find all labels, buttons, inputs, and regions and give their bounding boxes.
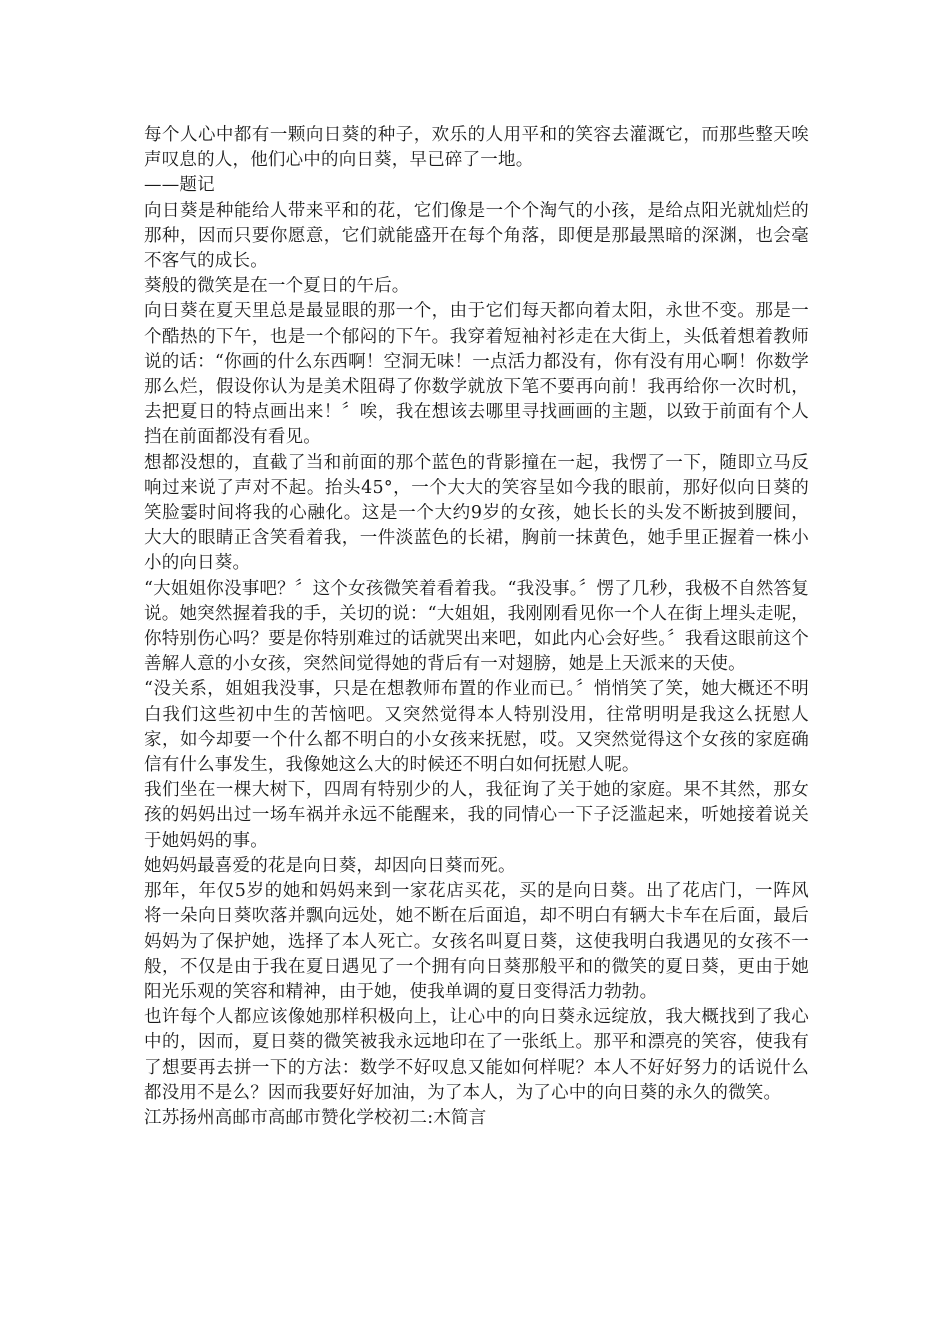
epigraph-attribution: ——题记 [144, 175, 215, 196]
body-paragraph: 想都没想的，直截了当和前面的那个蓝色的背影撞在一起，我愣了一下，随即立马反响过来说了声对不起。抬头45°，一个大大的笑容呈如今我的眼前，那好似向日葵的笑脸霎时间将我的心融化。这是一个大约9岁的女孩，她长长的头发不断披到腰间，大大的眼睛正含笑看着我，一件淡蓝色的长裙，胸前一抹黄色，她手里正握着一株小小的向日葵。 [144, 452, 809, 574]
body-paragraph: 那年，年仅5岁的她和妈妈来到一家花店买花，买的是向日葵。出了花店门，一阵风将一朵向日葵吹落并飘向远处，她不断在后面追，却不明白有辆大卡车在后面，最后妈妈为了保护她，选择了本人死亡。女孩名叫夏日葵，这使我明白我遇见的女孩不一般，不仅是由于我在夏日遇见了一个拥有向日葵那般平和的微笑的夏日葵，更由于她阳光乐观的笑容和精神，由于她，使我单调的夏日变得活力勃勃。 [144, 881, 809, 1002]
epigraph-paragraph: 每个人心中都有一颗向日葵的种子，欢乐的人用平和的笑容去灌溉它，而那些整天唉声叹息的人，他们心中的向日葵，早已碎了一地。 [144, 125, 809, 171]
document-body [144, 123, 809, 1131]
body-paragraph: 我们坐在一棵大树下，四周有特别少的人，我征询了关于她的家庭。果不其然，那女孩的妈妈出过一场车祸并永远不能醒来，我的同情心一下子泛滥起来，听她接着说关于她妈妈的事。 [144, 780, 809, 851]
author-signature: 江苏扬州高邮市高邮市赞化学校初二:木简言 [144, 1107, 487, 1128]
body-paragraph: 葵般的微笑是在一个夏日的午后。 [144, 276, 410, 297]
body-paragraph: 向日葵是种能给人带来平和的花，它们像是一个个淘气的小孩，是给点阳光就灿烂的那种，因而只要你愿意，它们就能盛开在每个角落，即便是那最黑暗的深渊，也会毫不客气的成长。 [144, 200, 809, 272]
body-paragraph: 向日葵在夏天里总是最显眼的那一个，由于它们每天都向着太阳，永世不变。那是一个酷热的下午，也是一个郁闷的下午。我穿着短袖衬衫走在大街上，头低着想着教师说的话：“你画的什么东西啊！空洞无味！一点活力都没有，你有没有用心啊！你数学那么烂，假设你认为是美术阻碍了你数学就放下笔不要再向前！我再给你一次时机，去把夏日的特点画出来！〞唉，我在想该去哪里寻找画画的主题，以致于前面有个人挡在前面都没有看见。 [144, 301, 809, 448]
body-paragraph: 也许每个人都应该像她那样积极向上，让心中的向日葵永远绽放，我大概找到了我心中的，因而，夏日葵的微笑被我永远地印在了一张纸上。那平和漂亮的笑容，使我有了想要再去拼一下的方法：数学不好叹息又能如何样呢？本人不好好努力的话说什么都没用不是么？因而我要好好加油，为了本人，为了心中的向日葵的永久的微笑。 [144, 1007, 809, 1103]
body-paragraph: “大姐姐你没事吧？〞这个女孩微笑着看着我。“我没事。〞愣了几秒，我极不自然答复说。她突然握着我的手，关切的说：“大姐姐，我刚刚看见你一个人在街上埋头走呢，你特别伤心吗？要是你特别难过的话就哭出来吧，如此内心会好些。〞我看这眼前这个善解人意的小女孩，突然间觉得她的背后有一对翅膀，她是上天派来的天使。 [144, 578, 809, 675]
body-paragraph: “没关系，姐姐我没事，只是在想教师布置的作业而已。〞悄悄笑了笑，她大概还不明白我们这些初中生的苦恼吧。又突然觉得本人特别没用，往常明明是我这么抚慰人家，如今却要一个什么都不明白的小女孩来抚慰，哎。又突然觉得这个女孩的家庭确信有什么事发生，我像她这么大的时候还不明白如何抚慰人呢。 [144, 679, 809, 776]
body-paragraph: 她妈妈最喜爱的花是向日葵，却因向日葵而死。 [144, 855, 516, 876]
